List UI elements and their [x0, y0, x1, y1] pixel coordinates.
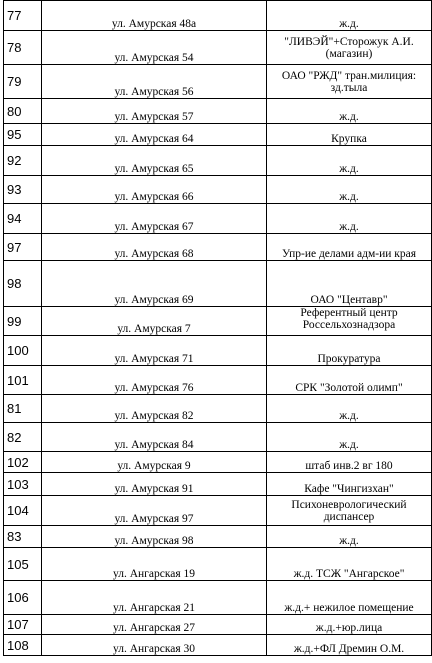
row-number-cell: 101 [4, 366, 42, 395]
note-cell: Крупка [267, 124, 432, 146]
note-cell: Кафе "Чингизхан" [267, 473, 432, 496]
row-number-cell: 106 [4, 581, 42, 615]
address-cell: ул. Амурская 82 [42, 395, 267, 423]
address-cell: ул. Амурская 68 [42, 234, 267, 261]
table-row [4, 234, 432, 261]
address-cell: ул. Амурская 66 [42, 176, 267, 204]
row-number-cell: 82 [4, 423, 42, 452]
address-cell: ул. Амурская 65 [42, 146, 267, 176]
note-cell: ОАО "Центавр" [267, 261, 432, 307]
table-row [4, 366, 432, 395]
note-cell: ж.д. [267, 204, 432, 234]
table-row [4, 395, 432, 423]
note-cell: Референтный центр Россельхознадзора [267, 307, 432, 336]
row-number-cell: 81 [4, 395, 42, 423]
address-cell: ул. Амурская 69 [42, 261, 267, 307]
address-cell: ул. Амурская 57 [42, 99, 267, 124]
row-number-cell: 104 [4, 496, 42, 526]
note-cell: штаб инв.2 вг 180 [267, 452, 432, 473]
note-cell: Упр-ие делами адм-ии края [267, 234, 432, 261]
table-row [4, 452, 432, 473]
note-cell: ж.д. [267, 1, 432, 31]
address-cell: ул. Амурская 71 [42, 336, 267, 366]
address-cell: ул. Амурская 98 [42, 526, 267, 548]
note-cell: ж.д.+ФЛ Дремин О.М. [267, 635, 432, 656]
table-row [4, 336, 432, 366]
table-row [4, 548, 432, 581]
note-cell: СРК "Золотой олимп" [267, 366, 432, 395]
table-row [4, 204, 432, 234]
row-number-cell: 99 [4, 307, 42, 336]
table-row [4, 635, 432, 656]
address-cell: ул. Амурская 9 [42, 452, 267, 473]
note-cell: ж.д. [267, 423, 432, 452]
address-cell: ул. Ангарская 19 [42, 548, 267, 581]
row-number-cell: 98 [4, 261, 42, 307]
address-cell: ул. Ангарская 30 [42, 635, 267, 656]
address-cell: ул. Амурская 48а [42, 1, 267, 31]
note-cell: ОАО "РЖД" тран.милиция: зд.тыла [267, 65, 432, 99]
table-row [4, 146, 432, 176]
table-row [4, 615, 432, 635]
note-cell: "ЛИВЭЙ"+Сторожук А.И.(магазин) [267, 31, 432, 65]
row-number-cell: 105 [4, 548, 42, 581]
address-cell: ул. Амурская 76 [42, 366, 267, 395]
note-cell: ж.д.+ нежилое помещение [267, 581, 432, 615]
address-cell: ул. Ангарская 21 [42, 581, 267, 615]
table-row [4, 65, 432, 99]
note-cell: Прокуратура [267, 336, 432, 366]
address-cell: ул. Амурская 7 [42, 307, 267, 336]
note-cell: ж.д. ТСЖ "Ангарское" [267, 548, 432, 581]
table-row [4, 473, 432, 496]
row-number-cell: 79 [4, 65, 42, 99]
address-cell: ул. Амурская 64 [42, 124, 267, 146]
address-cell: ул. Амурская 84 [42, 423, 267, 452]
table-row [4, 496, 432, 526]
note-cell: ж.д.+юр.лица [267, 615, 432, 635]
row-number-cell: 78 [4, 31, 42, 65]
row-number-cell: 93 [4, 176, 42, 204]
row-number-cell: 80 [4, 99, 42, 124]
table-row [4, 581, 432, 615]
row-number-cell: 77 [4, 1, 42, 31]
table-row [4, 176, 432, 204]
table-row [4, 423, 432, 452]
row-number-cell: 103 [4, 473, 42, 496]
address-cell: ул. Амурская 67 [42, 204, 267, 234]
note-cell: ж.д. [267, 146, 432, 176]
note-cell: ж.д. [267, 526, 432, 548]
row-number-cell: 92 [4, 146, 42, 176]
address-table [3, 0, 432, 656]
row-number-cell: 94 [4, 204, 42, 234]
table-row [4, 261, 432, 307]
table-row [4, 526, 432, 548]
table-row [4, 307, 432, 336]
note-cell: ж.д. [267, 99, 432, 124]
address-cell: ул. Ангарская 27 [42, 615, 267, 635]
row-number-cell: 102 [4, 452, 42, 473]
table-row [4, 1, 432, 31]
row-number-cell: 83 [4, 526, 42, 548]
table-row [4, 124, 432, 146]
note-cell: ж.д. [267, 176, 432, 204]
address-cell: ул. Амурская 54 [42, 31, 267, 65]
table-body [4, 1, 432, 656]
table-row [4, 31, 432, 65]
address-cell: ул. Амурская 91 [42, 473, 267, 496]
address-cell: ул. Амурская 97 [42, 496, 267, 526]
note-cell: Психоневрологический диспансер [267, 496, 432, 526]
address-cell: ул. Амурская 56 [42, 65, 267, 99]
note-cell: ж.д. [267, 395, 432, 423]
row-number-cell: 97 [4, 234, 42, 261]
row-number-cell: 100 [4, 336, 42, 366]
row-number-cell: 107 [4, 615, 42, 635]
row-number-cell: 108 [4, 635, 42, 656]
table-row [4, 99, 432, 124]
row-number-cell: 95 [4, 124, 42, 146]
